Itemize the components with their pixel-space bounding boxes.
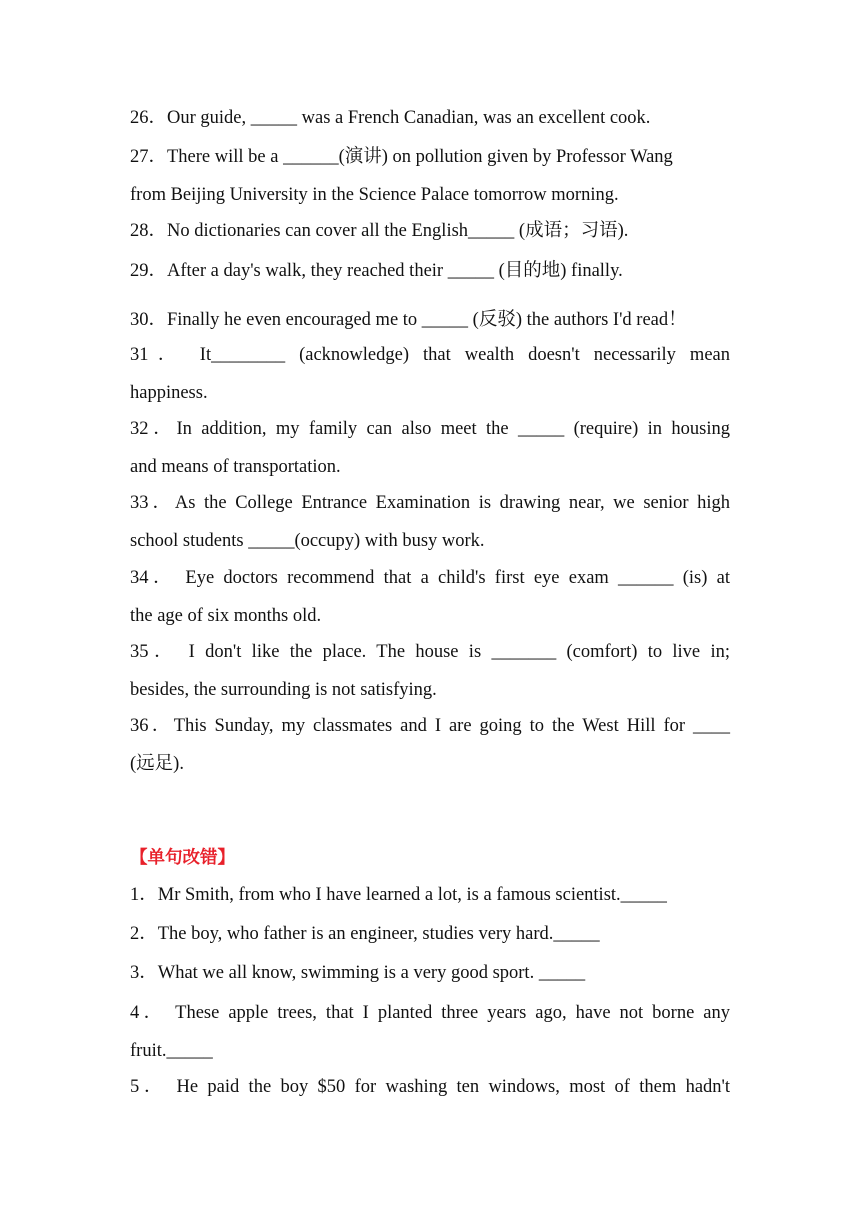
question-27-line-1: 27．There will be a ______(演讲) on pollution given by Professor Wang — [130, 147, 673, 167]
correction-2: 2．The boy, who father is an engineer, studies very hard._____ — [130, 924, 600, 944]
question-32-line-1: 32．In addition, my family can also meet the _____ (require) in housing — [130, 419, 730, 439]
question-34-line-2: the age of six months old. — [130, 606, 322, 626]
question-28: 28．No dictionaries can cover all the English_____ (成语；习语). — [130, 221, 629, 241]
question-35-line-1: 35． I don't like the place. The house is _______ (comfort) to live in; — [130, 642, 730, 662]
question-35-line-2: besides, the surrounding is not satisfying. — [130, 680, 437, 700]
question-33-line-2: school students _____(occupy) with busy work. — [130, 531, 485, 551]
question-36-line-1: 36．This Sunday, my classmates and I are going to the West Hill for ____ — [130, 716, 730, 736]
question-27-line-2: from Beijing University in the Science Palace tomorrow morning. — [130, 185, 619, 205]
section-title: 【单句改错】 — [130, 848, 235, 868]
question-32-line-2: and means of transportation. — [130, 457, 341, 477]
question-31-line-2: happiness. — [130, 383, 208, 403]
question-29: 29．After a day's walk, they reached their _____ (目的地) finally. — [130, 261, 623, 281]
correction-1: 1．Mr Smith, from who I have learned a lot, is a famous scientist._____ — [130, 885, 667, 905]
question-33-line-1: 33．As the College Entrance Examination is drawing near, we senior high — [130, 493, 730, 513]
correction-4-line-1: 4． These apple trees, that I planted three years ago, have not borne any — [130, 1003, 730, 1023]
question-36-line-2: (远足). — [130, 754, 184, 774]
question-30: 30．Finally he even encouraged me to _____ (反驳) the authors I'd read！ — [130, 310, 687, 330]
question-34-line-1: 34． Eye doctors recommend that a child's first eye exam ______ (is) at — [130, 568, 730, 588]
question-31-line-1: 31． It________ (acknowledge) that wealth doesn't necessarily mean — [130, 345, 730, 365]
correction-5-line-1: 5． He paid the boy $50 for washing ten windows, most of them hadn't — [130, 1077, 730, 1097]
correction-4-line-2: fruit._____ — [130, 1041, 213, 1061]
question-26: 26．Our guide, _____ was a French Canadian, was an excellent cook. — [130, 108, 651, 128]
correction-3: 3．What we all know, swimming is a very good sport. _____ — [130, 963, 586, 983]
